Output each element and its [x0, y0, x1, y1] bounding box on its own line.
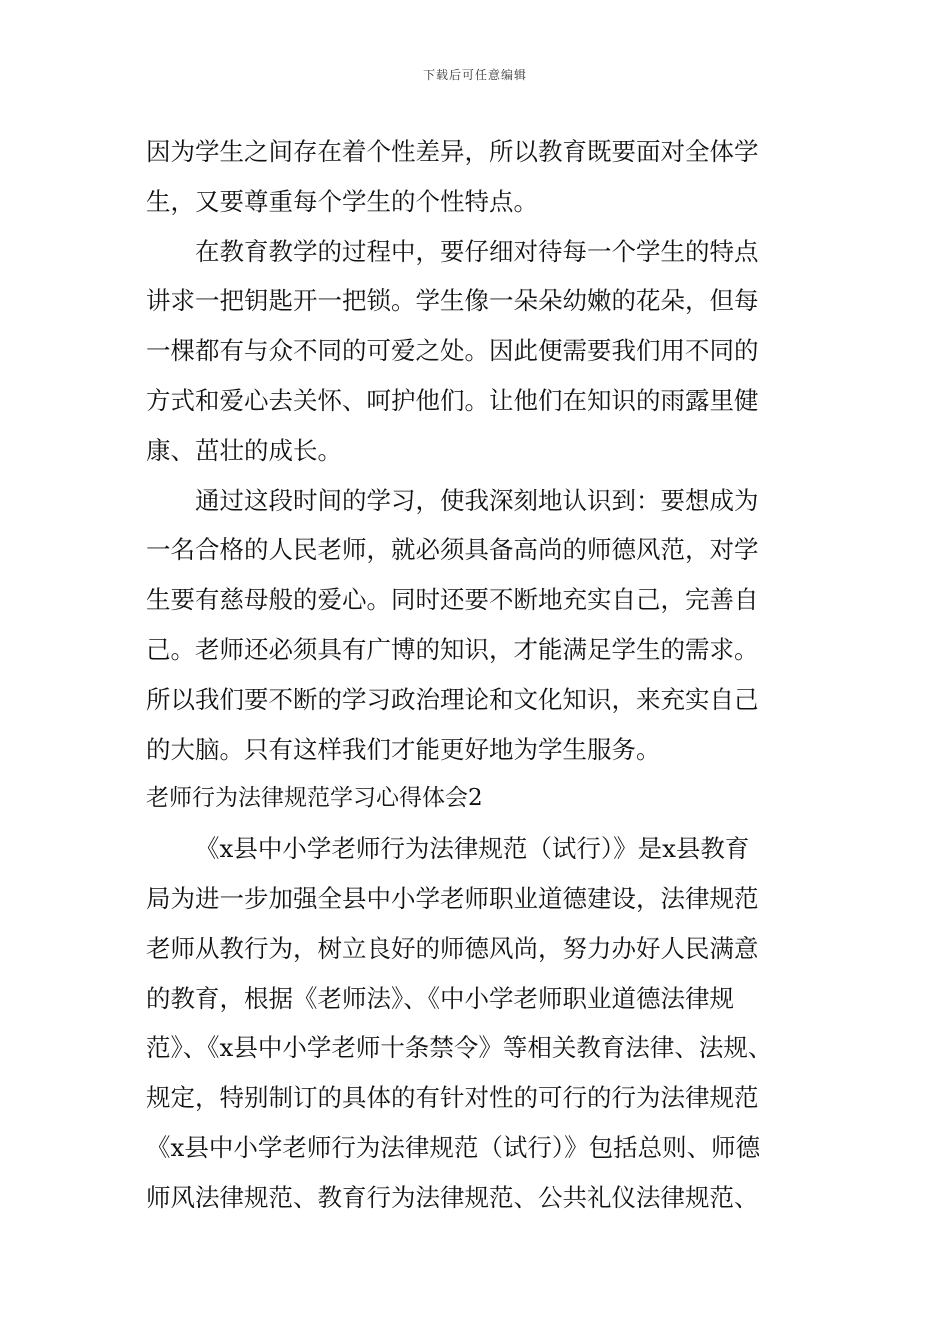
text-line: 所以我们要不断的学习政治理论和文化知识，来充实自己 — [146, 684, 759, 714]
text-line: 方式和爱心去关怀、呵护他们。让他们在知识的雨露里健 — [146, 385, 759, 415]
text-line: 师风法律规范、教育行为法律规范、公共礼仪法律规范、 — [146, 1182, 759, 1212]
text-line: 《x县中小学老师行为法律规范（试行）》是x县教育 — [195, 834, 750, 864]
text-line: 《x县中小学老师行为法律规范（试行）》包括总则、师德 — [146, 1132, 761, 1162]
text-line: 己。老师还必须具有广博的知识，才能满足学生的需求。 — [146, 634, 759, 664]
text-line: 一名合格的人民老师，就必须具备高尚的师德风范，对学 — [146, 535, 759, 565]
document-body — [146, 127, 818, 1223]
text-line: 一棵都有与众不同的可爱之处。因此便需要我们用不同的 — [146, 336, 759, 366]
text-line: 生要有慈母般的爱心。同时还要不断地充实自己，完善自 — [146, 585, 759, 615]
text-line: 规定，特别制订的具体的有针对性的可行的行为法律规范 — [146, 1083, 759, 1113]
text-line: 康、茁壮的成长。 — [146, 435, 342, 465]
page-header-note: 下载后可任意编辑 — [422, 68, 527, 82]
text-line: 讲求一把钥匙开一把锁。学生像一朵朵幼嫩的花朵，但每 — [146, 286, 759, 316]
text-line: 局为进一步加强全县中小学老师职业道德建设，法律规范 — [146, 883, 759, 913]
text-line: 通过这段时间的学习，使我深刻地认识到：要想成为 — [195, 485, 759, 515]
text-line: 的教育，根据《老师法》、《中小学老师职业道德法律规 — [146, 983, 734, 1013]
section-title: 老师行为法律规范学习心得体会2 — [146, 785, 483, 812]
text-line: 在教育教学的过程中，要仔细对待每一个学生的特点 — [195, 236, 759, 266]
text-line: 老师从教行为，树立良好的师德风尚，努力办好人民满意 — [146, 933, 759, 963]
text-line: 生，又要尊重每个学生的个性特点。 — [146, 186, 538, 216]
text-line: 的大脑。只有这样我们才能更好地为学生服务。 — [146, 734, 661, 764]
text-line: 因为学生之间存在着个性差异，所以教育既要面对全体学 — [146, 137, 759, 166]
text-line: 范》、《x县中小学老师十条禁令》等相关教育法律、法规、 — [146, 1033, 773, 1063]
